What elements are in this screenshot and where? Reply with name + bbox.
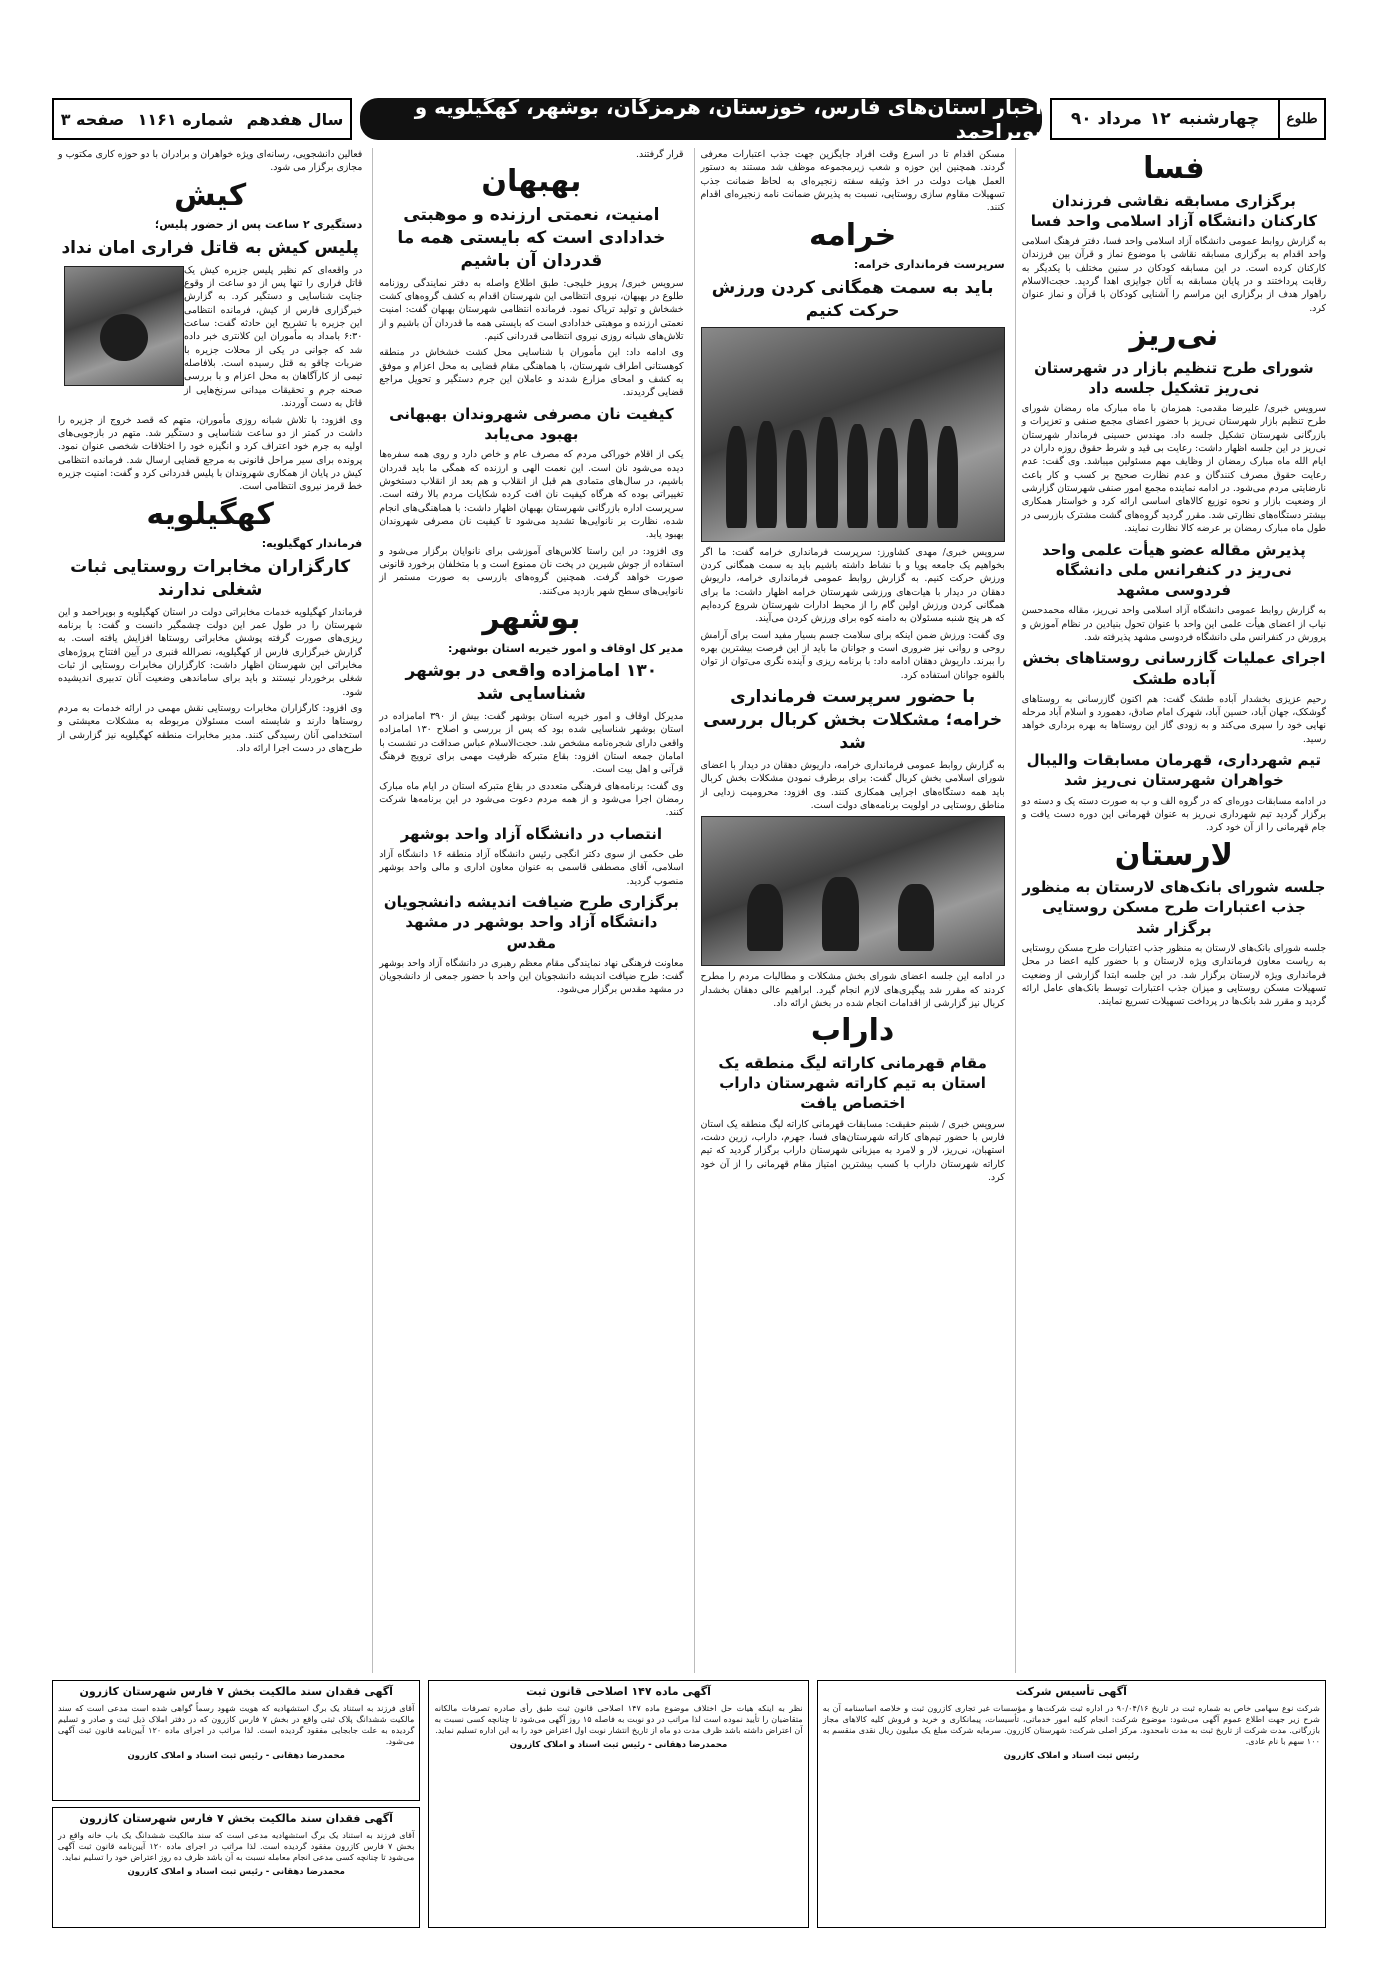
notice-signature: محمدرضا دهقانی - رئیس ثبت اسناد و املاک کازرون (127, 1867, 345, 1878)
article-body-kebrial: به گزارش روابط عمومی فرمانداری خرامه، داریوش دهقان در دیدار با اعضای شورای اسلامی بخش کربال گفت: برای برطرف نمودن مشکلات بخش کربال باید همه دستگاه‌های اجرایی همکاری کنند. وی افزود: محرومیت زدایی از مناطق روستایی در اولویت برنامه‌های دولت است. (700, 759, 1005, 811)
article-body-bushehr: مدیرکل اوقاف و امور خیریه استان بوشهر گفت: بیش از ۳۹۰ امامزاده در استان بوشهر شناسایی شده بود که پس از بررسی و اصلاح ۱۳۰ امامزاده واقعی دارای شجره‌نامه مشخص شد. حجت‌الاسلام عباس صداقت در نشست با امامان جمعه استان افزود: بقاع متبرکه ظرفیت مهمی برای ترویج فرهنگ قرآنی و اهل بیت است. (379, 711, 684, 776)
headline-volleyball: تیم شهرداری، قهرمان مسابقات والیبال خواهران شهرستان نی‌ریز شد (1026, 751, 1322, 790)
section-title-darab: داراب (810, 1013, 895, 1049)
section-title-khorameh: خرامه (808, 217, 897, 253)
article-body-ziafat: معاونت فرهنگی نهاد نمایندگی مقام معظم رهبری در دانشگاه آزاد واحد بوشهر گفت: طرح ضیافت اندیشه دانشجویان این واحد با حضور جمعی از دانشجویان در مشهد مقدس برگزار می‌شود. (379, 957, 684, 996)
article-body-khorameh-2: وی گفت: ورزش ضمن اینکه برای سلامت جسم بسیار مفید است برای آرامش روحی و روانی نیز ضروری است و جوانان ما باید از این فرصت بیشترین بهره را ببرند. داریوش دهقان ادامه داد: با برنامه ریزی و آینده نگری می‌توان از توان بالقوه جوانان استفاده کرد. (700, 629, 1005, 681)
article-body-kish: در واقعه‌ای کم نظیر پلیس جزیره کیش یک قاتل فراری را تنها پس از دو ساعت از وقوع جنایت شناسایی و دستگیر کرد. به گزارش خبرگزاری فارس از کیش، فرمانده انتظامی این جزیره با تشریح این حادثه گفت: ساعت ۶:۳۰ بامداد به مأموران این کلانتری خبر داده شد که جوانی در یکی از محلات جزیره با ضربات چاقو به قتل رسیده است. بلافاصله تیمی از کارآگاهان به محل اعزام و با بررسی صحنه جرم و تحقیقات میدانی سرنخ‌هایی از قاتل به دست آوردند. (184, 264, 363, 410)
kicker-khorameh: سرپرست فرمانداری خرامه: (853, 258, 1005, 272)
column-3 (372, 148, 683, 1673)
kicker-kish: دستگیری ۲ ساعت پس از حضور پلیس؛ (154, 218, 363, 232)
article-body-kohgiluyeh: فرماندار کهگیلویه خدمات مخابراتی دولت در استان کهگیلویه و بویراحمد و این شهرستان را در طول عمر این دولت چشمگیر دانست و گفت: با برنامه ریزی‌های صورت گرفته پوشش مخابراتی روستاها افزایش یافته است. به گزارش خبرگزاری فارس از کهگیلویه، نصرالله قنبری در آیین افتتاح پروژه‌های مخابراتی این شهرستان اظهار داشت: کارگزاران مخابرات روستایی از ثبات شغلی برخوردار نیستند و باید برای ساماندهی وضعیت آنان تدبیری اندیشیده شود. (58, 606, 363, 698)
notice-lost-deed-1 (52, 1680, 420, 1801)
article-continuation-3: فعالین دانشجویی، رسانه‌ای ویژه خواهران و برادران با دو حوزه کاری مکتوب و مجازی برگزار می‌ شود. (58, 149, 363, 174)
headline-neyriz-conference: پذیرش مقاله عضو هیأت علمی واحد نی‌ریز در کنفرانس ملی دانشگاه فردوسی مشهد (1042, 540, 1306, 599)
notice-title: آگهی فقدان سند مالکیت بخش ۷ فارس شهرستان کازرون (79, 1812, 393, 1825)
notice-body: آقای فرزند به استناد یک برگ استشهادیه که هویت شهود رسماً گواهی شده است مدعی است که سند مالکیت ششدانگ پلاک ثبتی واقع در بخش ۷ فارس کازرون که در دفتر املاک ذیل ثبت و صادر و تسلیم گردیده به علت جابجایی مفقود گردیده است. لذا مراتب در اجرای ماده ۱۲۰ آیین‌نامه قانون ثبت آگهی می‌شود. (58, 1702, 415, 1747)
photo-meeting (701, 816, 1005, 966)
notice-title: آگهی تأسیس شرکت (1015, 1685, 1127, 1698)
headline-ziafat: برگزاری طرح ضیافت اندیشه دانشجویان دانشگاه آزاد واحد بوشهر در مشهد مقدس (383, 893, 679, 952)
section-title-behbahan: بهبهان (481, 164, 582, 200)
notice-signature: رئیس ثبت اسناد و املاک کازرون (1003, 1751, 1140, 1762)
article-body-khorameh: سرویس خبری/ مهدی کشاورز: سرپرست فرمانداری خرامه گفت: ما اگر بخواهیم یک جامعه پویا و با نشاط داشته باشیم باید به سمت همگانی کردن ورزش حرکت کنیم. به گزارش روابط عمومی فرمانداری خرامه، داریوش دهقان در دیدار با هیات‌های ورزشی شهرستان خرامه اظهار داشت: ما برای همگانی کردن ورزش اولین گام را از محیط ادارات شهرستان شروع کرده‌ایم که هر پنج شنبه مسئولان به دامنه کوه برای ورزش کردن می‌آیند. (700, 546, 1005, 625)
notice-company (817, 1680, 1326, 1928)
headline-bread-quality: کیفیت نان مصرفی شهروندان بهبهانی بهبود می‌یابد (389, 404, 674, 443)
notice-lost-deed-2 (52, 1807, 420, 1928)
kicker-kohgiluyeh: فرماندار کهگیلویه: (261, 537, 363, 551)
section-title-kish: کیش (174, 177, 247, 213)
page-title: اخبار استان‌های فارس، خوزستان، هرمزگان، بوشهر، کهگیلویه و بویراحمد (360, 98, 1042, 140)
article-body-neyriz: سرویس خبری/ علیرضا مقدمی: همزمان با ماه مبارک ماه رمضان شورای طرح تنظیم بازار شهرستان نی‌ریز با حضور اعضای مجمع صنفی و تعزیرات و بازرگانی شهرستان تشکیل جلسه داد. مهندس حسینی فرماندار شهرستان نی‌ریز در این جلسه اظهار داشت: رعایت بی قید و شرط حقوق روزه داران در ایام الله ماه مبارک رمضان از وظایف مهم مسئولین میباشد. وی گفت: عدم رعایت حقوق مصرف کنندگان و عدم نظارت صحیح بر کسب و کار باعث نارضایتی مردم می‌شود. در ادامه نماینده مجمع امور صنفی شهرستان گزارشی از وضعیت بازار و نحوه توزیع کالاهای اساسی ارائه کرد و خواستار همکاری بیشتر دستگاه‌های نظارتی شد. مقرر گردید گروه‌های گشت مشترک بازرسی در طول ماه مبارک رمضان بر عرضه کالا نظارت نمایند. (1021, 403, 1326, 535)
column-2 (694, 148, 1005, 1673)
issue-info (52, 98, 352, 140)
weekday: چهارشنبه (1178, 109, 1260, 129)
article-body-larestan: جلسه شورای بانک‌های لارستان به منظور جذب اعتبارات طرح مسکن روستایی به ریاست معاون فرمانداری ویژه لارستان و با حضور کلیه اعضا در محل فرمانداری ویژه لارستان برگزار شد. در این جلسه ابتدا گزارشی از وضعیت تسهیلات مسکن روستایی و میزان جذب اعتبارات توسط بانک‌های عامل ارائه گردید و مقرر شد بانک‌ها در پرداخت تسهیلات تسریع نمایند. (1021, 942, 1326, 1008)
notice-signature: محمدرضا دهقانی - رئیس ثبت اسناد و املاک کازرون (509, 1740, 728, 1751)
headline-behbahan: امنیت، نعمتی ارزنده و موهبتی خدادادی است که بایستی همه ما قدردان آن باشیم (397, 204, 666, 271)
photo-sports-group (701, 327, 1005, 542)
headline-larestan: جلسه شورای بانک‌های لارستان به منظور جذب اعتبارات طرح مسکن روستایی برگزار شد (1022, 878, 1326, 937)
headline-bushehr: ۱۳۰ امامزاده واقعی در بوشهر شناسایی شد (405, 661, 658, 705)
article-body-tashk: رحیم عزیزی بخشدار آباده طشک گفت: هم اکنون گازرسانی به روستاهای گوشکک، جهان آباد، حسین آباد، شهرک امام صادق، دهمورد و اسلام آباد مرحله نهایی خود را سپری می‌کند و به زودی گاز این روستاها به بهره برداری خواهد رسید. (1021, 693, 1326, 745)
notice-title: آگهی ماده ۱۴۷ اصلاحی قانون ثبت (526, 1685, 711, 1698)
article-body-kohgiluyeh-2: وی افزود: کارگزاران مخابرات روستایی نقش مهمی در ارائه خدمات به مردم روستاها دارند و شایسته است مسئولان مربوطه به مشکلات معیشتی و استخدامی آنان رسیدگی کنند. مدیر مخابرات منطقه کهگیلویه نیز گزارشی از طرح‌های در دست اجرا ارائه داد. (58, 702, 363, 754)
day: ۱۲ (1149, 109, 1171, 129)
column-4 (52, 148, 362, 1673)
section-title-bushehr: بوشهر (482, 601, 581, 637)
issue-number: شماره ۱۱۶۱ (137, 109, 234, 129)
issue-date (1050, 98, 1280, 140)
article-body-bushehr-2: وی گفت: برنامه‌های فرهنگی متعددی در بقاع متبرکه استان در ایام ماه مبارک رمضان اجرا می‌شود و از همه مردم دعوت می‌شود در این برنامه‌ها شرکت کنند. (379, 780, 684, 819)
section-title-kohgiluyeh: کهگیلویه (146, 496, 274, 532)
kicker-bushehr: مدیر کل اوقاف و امور خیریه استان بوشهر: (447, 641, 684, 655)
article-body-bread: یکی از اقلام خوراکی مردم که مصرف عام و خاص دارد و روی همه سفره‌ها دیده می‌شود نان است. این نعمت الهی و ارزنده که همگی ما باید قدردان باشیم، در سال‌های متمادی هم قبل از انقلاب و هم بعد از انقلاب دستخوش تغییراتی بوده که هرگاه کیفیت نان افت کرده شکایات مردم بالا رفته است. سرپرست اداره بازرگانی شهرستان بهبهان اظهار داشت: با هماهنگی‌های انجام شده، نظارت بر نانوایی‌ها تشدید می‌شود تا کیفیت نان مصرفی شهروندان بهبود یابد. (379, 449, 684, 541)
article-columns (52, 148, 1326, 1673)
article-body-bread-2: وی افزود: در این راستا کلاس‌های آموزشی برای نانوایان برگزار می‌شود و استفاده از جوش شیرین در پخت نان ممنوع است و با متخلفان برخورد قانونی صورت خواهد گرفت. همچنین گروه‌های بازرسی به صورت مستمر از نانوایی‌های سطح شهر بازدید می‌کنند. (379, 545, 684, 597)
page-number: صفحه ۳ (60, 109, 125, 129)
year-label: سال هفدهم (246, 109, 344, 129)
section-title-neyriz: نی‌ریز (1129, 318, 1219, 354)
article-body-appointment: طی حکمی از سوی دکتر انگجی رئیس دانشگاه آزاد منطقه ۱۶ دانشگاه آزاد اسلامی، آقای مصطفی قاسمی به عنوان معاون اداری و مالی واحد بوشهر منصوب گردید. (379, 849, 684, 887)
headline-appointment: انتصاب در دانشگاه آزاد واحد بوشهر (400, 824, 663, 843)
article-body-fasa: به گزارش روابط عمومی دانشگاه آزاد اسلامی واحد فسا، دفتر فرهنگ اسلامی واحد اقدام به برگزاری مسابقه نقاشی با موضوع نماز و قرآن بین فرزندان کارکنان کرده است. در این مسابقه کودکان در سنین مختلف با یکدیگر به رقابت پرداختند و در پایان مسابقه به آثان جوایزی اهدا گردید. حجت‌الاسلام راهوار هدف از برگزاری این مراسم را آشنایی کودکان با قرآن و نماز عنوان کرد. (1021, 236, 1326, 314)
notice-signature: محمدرضا دهقانی - رئیس ثبت اسناد و املاک کازرون (127, 1751, 345, 1762)
article-body-kebrial-2: در ادامه این جلسه اعضای شورای بخش مشکلات و مطالبات مردم را مطرح کردند که مقرر شد پیگیری‌های لازم انجام گیرد. ابراهیم عالی دهقان بخشدار کربال نیز گزارشی از اقدامات انجام شده در بخش ارائه داد. (700, 971, 1005, 1010)
article-body-kish-2: وی افزود: با تلاش شبانه روزی مأموران، متهم که قصد خروج از جزیره را داشت در کمتر از دو ساعت شناسایی و دستگیر شد. متهم در بازجویی‌های اولیه به جرم خود اعتراف کرد و انگیزه خود را اختلافات شخصی عنوان نمود. پرونده برای سیر مراحل قانونی به مرجع قضایی ارسال شد. فرمانده انتظامی کیش در پایان از همکاری شهروندان با پلیس قدردانی کرد و گفت: امنیت جزیره خط قرمز نیروی انتظامی است. (58, 414, 363, 493)
legal-notices (52, 1680, 1326, 1928)
notice-article-147 (428, 1680, 808, 1928)
notice-title: آگهی فقدان سند مالکیت بخش ۷ فارس شهرستان کازرون (79, 1685, 393, 1698)
headline-darab: مقام قهرمانی کاراته لیگ منطقه یک استان به تیم کاراته شهرستان داراب اختصاص یافت (718, 1053, 987, 1113)
newspaper-logo: طلوع (1280, 98, 1326, 140)
article-continuation: مسکن اقدام تا در اسرع وقت افراد جایگزین جهت جذب اعتبارات معرفی گردند. همچنین این حوزه و شعب زیرمجموعه موظف شد مستند به دستور العمل هیات دولت در اخذ وثیقه سفته زنجیره‌ای به لحاظ ضمانت جذب تسهیلات مقاوم سازی روستایی، نسبت به پذیرش ضمانت نامه زنجیره‌ای اقدام کنند. (700, 149, 1005, 214)
headline-kohgiluyeh: کارگزاران مخابرات روستایی ثبات شغلی ندارند (70, 556, 351, 600)
article-body-behbahan: سرویس خبری/ پرویز خلیجی: طبق اطلاع واصله به دفتر نمایندگی روزنامه طلوع در بهبهان، نیروی انتظامی این شهرستان اقدام به کشف گروه‌های کشت خشخاش و تولید تریاک نمود. فرمانده انتظامی شهرستان بهبهان گفت: امنیت نعمتی ارزنده و موهبتی خدادادی است که بایستی همه ما قدردان آن باشیم و از تلاش‌های شبانه روزی نیروی انتظامی قدردانی کنیم. (379, 277, 684, 343)
headline-kish: پلیس کیش به قاتل فراری امان نداد (61, 237, 359, 258)
article-continuation-2: قرار گرفتند. (636, 149, 684, 160)
month-year: مرداد ۹۰ (1070, 109, 1142, 129)
section-title-larestan: لارستان (1114, 837, 1233, 873)
notice-body: نظر به اینکه هیات حل اختلاف موضوع ماده ۱۴۷ اصلاحی قانون ثبت طبق رأی صادره تصرفات مالکانه متقاضیان را تأیید نموده است لذا مراتب در دو نوبت به فاصله ۱۵ روز آگهی می‌شود تا چنانچه کسی نسبت به آن اعتراض داشته باشد ظرف مدت دو ماه از تاریخ انتشار نوبت اول اعتراض خود را به این اداره تسلیم نماید. (434, 1702, 803, 1735)
page-header (52, 95, 1326, 143)
notice-stack (52, 1680, 420, 1928)
article-body-darab: سرویس خبری / شبنم حقیقت: مسابقات قهرمانی کاراته لیگ منطقه یک استان فارس با حضور تیم‌های کاراته شهرستان‌های فسا، جهرم، داراب، زرین دشت، استهبان، نی‌ریز، لار و لامرد به میزبانی شهرستان داراب برگزار گردید که تیم کاراته شهرستان داراب با کسب بیشترین امتیاز مقام قهرمانی را از آن خود کرد. (700, 1118, 1005, 1183)
headline-tashk: اجرای عملیات گازرسانی روستاهای بخش آباده طشک (1022, 649, 1326, 688)
headline-fasa: برگزاری مسابقه نقاشی فرزندان کارکنان دانشگاه آزاد اسلامی واحد فسا (1030, 191, 1318, 230)
article-body-volleyball: در ادامه مسابقات دوره‌ای که در گروه الف و ب به صورت دسته یک و دسته دو برگزار گردید تیم شهرداری نی‌ریز به عنوان قهرمانی این دوره دست یافت و جام قهرمانی را از آن خود کرد. (1021, 795, 1326, 834)
headline-kebrial: با حضور سرپرست فرمانداری خرامه؛ مشکلات بخش کربال بررسی شد (703, 687, 1003, 754)
notice-body: شرکت نوع سهامی خاص به شماره ثبت در تاریخ ۹۰/۰۴/۱۶ در اداره ثبت شرکت‌ها و مؤسسات غیر تجاری کازرون ثبت و خلاصه اساسنامه آن به شرح زیر جهت اطلاع عموم آگهی می‌شود: موضوع شرکت: انجام کلیه امور خدماتی، تأسیسات، پیمانکاری و خرید و فروش کلیه کالاهای مجاز بازرگانی. مدت شرکت از تاریخ ثبت به مدت نامحدود. مرکز اصلی شرکت: شهرستان کازرون. سرمایه شرکت مبلغ یک میلیون ریال نقدی منقسم به ۱۰۰ سهم با نام عادی. (822, 1702, 1320, 1747)
headline-neyriz: شورای طرح تنظیم بازار در شهرستان نی‌ریز تشکیل جلسه داد (1034, 358, 1314, 397)
article-body-behbahan-2: وی ادامه داد: این مأموران با شناسایی محل کشت خشخاش در منطقه کوهستانی اطراف شهرستان، با هماهنگی مقام قضایی به محل اعزام و موفق به کشف و امحای مزارع شدند و عاملان این جرم دستگیر و تحویل مراجع قضایی گردیدند. (379, 347, 684, 399)
column-1 (1015, 148, 1326, 1673)
section-title-fasa: فسا (1143, 151, 1205, 186)
headline-khorameh: باید به سمت همگانی کردن ورزش حرکت کنیم (711, 277, 994, 321)
article-body-neyriz-conference: به گزارش روابط عمومی دانشگاه آزاد اسلامی واحد نی‌ریز، مقاله محمدحسن نیاب از اعضای هیأت علمی این واحد با عنوان تحول بنیادین در نظام آموزش و پرورش در کنفرانس ملی دانشگاه فردوسی مشهد پذیرفته شد. (1021, 605, 1326, 643)
notice-body: آقای فرزند به استناد یک برگ استشهادیه مدعی است که سند مالکیت ششدانگ یک باب خانه واقع در بخش ۷ فارس کازرون مفقود گردیده است. لذا مراتب در اجرای ماده ۱۲۰ آیین‌نامه قانون ثبت آگهی می‌شود تا چنانچه کسی مدعی انجام معامله نسبت به آن باشد ظرف ده روز اعتراض خود را تسلیم نماید. (58, 1829, 415, 1862)
photo-handcuffs (64, 266, 184, 386)
